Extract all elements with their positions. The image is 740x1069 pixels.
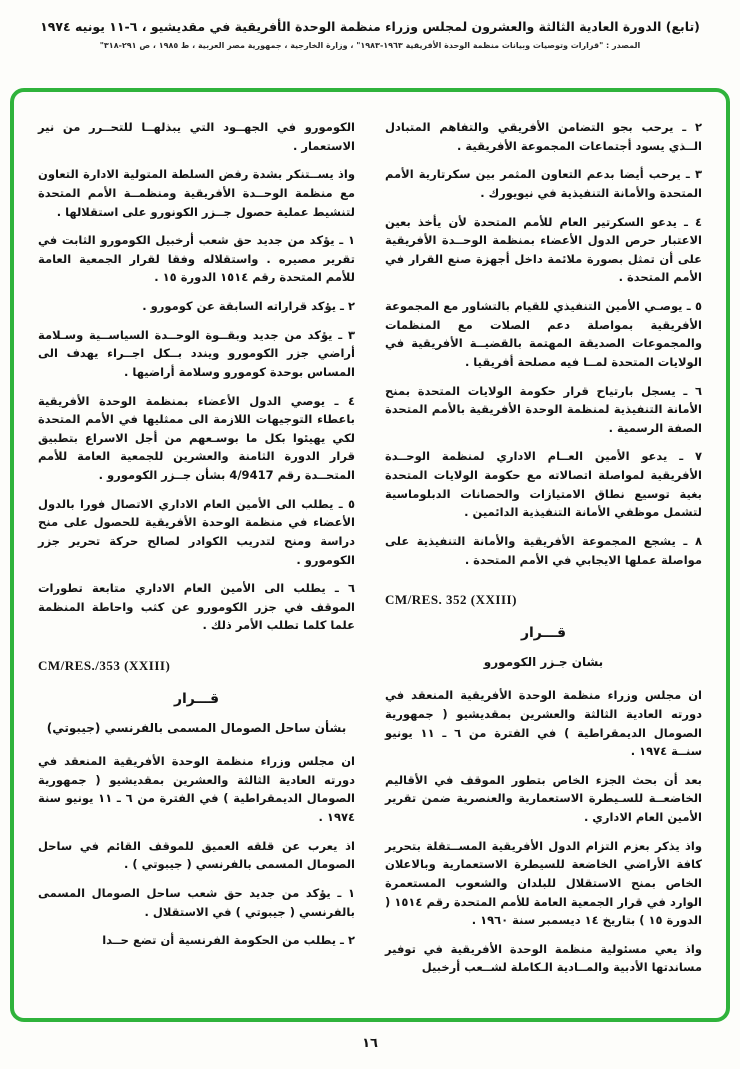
paragraph: واذ يذكر بعزم التزام الدول الأفريقية المســتقلة بتحرير كافة الأراضي الخاضعة للسيطرة الاستعمارية وبالاعلان الخاص بمنح الاستقلال للبلدان والشعوب المستعمرة الوارد في قرار الجمعية العامة للأمم المتحدة رقم ١٥١٤ ( الدورة ١٥ ) بتاريخ ١٤ ديسمبر سنة ١٩٦٠ . bbox=[385, 838, 702, 928]
paragraph: ٤ ـ يدعو السكرتير العام للأمم المتحدة لأن يأخذ بعين الاعتبار حرص الدول الأعضاء بمنظمة الوحــدة الأفريقية على أن تمثل بصورة ملائمة داخل أجهزة صنع القرار في الأمم المتحدة . bbox=[385, 214, 702, 285]
paragraph: اذ يعرب عن قلقه العميق للموقف القائم في ساحل الصومال المسمى بالفرنسي ( جيبوتي ) . bbox=[38, 838, 355, 872]
content-frame bbox=[10, 88, 730, 1022]
paragraph: ٥ ـ يوصـي الأمين التنفيذي للقيام بالتشاور مع المجموعة الأفريقية بمواصلة دعم الصلات مع المنظمات والمجموعات الصديقة المهتمة بالقضيــة الأفريقية في الولايات المتحدة لمــا فيه مصلحة أفريقيا . bbox=[385, 299, 702, 369]
paragraph: الكومورو في الجهــود التي يبذلهــا للتحــرر من نير الاستعمار . bbox=[38, 120, 355, 153]
column-left bbox=[38, 118, 355, 1000]
paragraph: ان مجلس وزراء منظمة الوحدة الأفريقية المنعقد في دورته العادية الثالثة والعشرين بمقديشيو ( جمهورية الصومال الديمقراطية ) في الفترة من ٦ ـ ١١ يونيو سنة ١٩٧٤ . bbox=[38, 754, 355, 825]
paragraph: واذ يســتنكر بشدة رفض السلطة المتولية الادارة التعاون مع منظمة الوحــدة الأفريقية ومنظمــة الأمم المتحدة لتنشيط عملية حصول جــزر الكونورو على استقلالها . bbox=[38, 167, 355, 219]
paragraph: ٢ ـ يطلب من الحكومة الفرنسية أن تضع حــدا bbox=[102, 933, 355, 948]
document-title: (تابع) الدورة العادية الثالثة والعشرون لمجلس وزراء منظمة الوحدة الأفريقية في مقديشيو ، ٦-١١ يونيه ١٩٧٤ bbox=[40, 19, 700, 34]
paragraph: ١ ـ يؤكد من جديد حق شعب ساحل الصومال المسمى بالفرنسي ( جيبوتي ) في الاستقلال . bbox=[38, 885, 355, 919]
paragraph: ان مجلس وزراء منظمة الوحدة الأفريقية المنعقد في دورته العادية الثالثة والعشرين بمقديشيو ( جمهورية الصومال الديمقراطية ) في الفترة من ٦ ـ ١١ يونيو سنــة ١٩٧٤ . bbox=[385, 688, 702, 759]
paragraph: ٢ ـ يؤكد قراراته السابقة عن كومورو . bbox=[142, 299, 355, 313]
paragraph: ٣ ـ يرحب أيضا بدعم التعاون المثمر بين سكرتارية الأمم المتحدة والأمانة التنفيذية في نيويورك . bbox=[385, 167, 702, 200]
resolution-title: قـــرار bbox=[520, 625, 567, 642]
paragraph: ٦ ـ يسجل بارتياح قرار حكومة الولايات المتحدة بمنح الأمانة التنفيذية لمنظمة الوحدة الأفريقية بالأمم المتحدة الصفة الرسمية . bbox=[385, 383, 702, 435]
column-right bbox=[385, 118, 702, 1000]
paragraph: واذ يعي مسئولية منظمة الوحدة الأفريقية في توفير مساندتها الأدبية والمــادية الـكاملة لشــعب أرخبيل bbox=[385, 941, 702, 975]
document-source-line: المصدر : "قرارات وتوصيات وبيانات منظمة الوحدة الأفريقية ١٩٦٣-١٩٨٣" ، وزارة الخارجية ، جمهورية مصر العربية ، ط ١٩٨٥ ، ص ٢٩١-٣١٨" bbox=[99, 41, 641, 51]
paragraph: ٧ ـ يدعو الأمين العــام الاداري لمنظمة الوحــدة الأفريقية لمواصلة اتصالاته مع حكومة الولايات المتحدة بغية توسيع نطاق الامتيازات والحصانات الدبلوماسية لتشمل موظفي الأمانة التنفيذية الدائمين . bbox=[385, 449, 702, 520]
resolution-ref: CM/RES./353 (XXIII) bbox=[38, 658, 171, 673]
paragraph: ٦ ـ يطلب الى الأمين العام الاداري متابعة تطورات الموقف في جزر الكومورو عن كثب واحاطة المنظمة علما كلما تطلب الأمر ذلك . bbox=[38, 581, 355, 633]
document-header bbox=[0, 0, 740, 50]
paragraph: بعد أن بحث الجزء الخاص بتطور الموقف في الأقاليم الخاضعــة للسـيطرة الاستعمارية والعنصرية ضمن تقرير الأمين العام الاداري . bbox=[385, 772, 702, 825]
resolution-subject: بشان جـزر الكومورو bbox=[483, 654, 604, 669]
paragraph: ٨ ـ يشجع المجموعة الأفريقية والأمانة التنفيذية على مواصلة عملها الايجابي في الأمم المتحدة . bbox=[385, 533, 702, 567]
paragraph: ٣ ـ يؤكد من جديد وبقــوة الوحــدة السياســية وسـلامة أراضي جزر الكومورو ويندد بــكل اجــراء يهدف الى المساس بوحدة كومورو وسلامة أراضيها . bbox=[38, 327, 355, 379]
paragraph: ٤ ـ يوصي الدول الأعضاء بمنظمة الوحدة الأفريقية باعطاء التوجيهات اللازمة الى ممثليها في الأمم المتحدة لكي يهيئوا بكل ما بوسـعهم من أجل الاسراع بتطبيق قرار الدورة الثامنة والعشرين للجمعية العامة للأمم المتحــدة رقم 4/9417 بشأن جــزر الكومورو . bbox=[38, 393, 355, 482]
resolution-title: قـــرار bbox=[173, 691, 220, 708]
resolution-ref: CM/RES. 352 (XXIII) bbox=[385, 592, 517, 608]
paragraph: ١ ـ يؤكد من جديد حق شعب أرخبيل الكومورو الثابت في تقرير مصيره . واستقلاله وفقا لقرار الجمعية العامة للأمم المتحدة رقم ١٥١٤ الدورة ١٥ . bbox=[38, 233, 355, 285]
page-number: ١٦ bbox=[362, 1036, 378, 1051]
resolution-subject: بشأن ساحل الصومال المسمى بالفرنسي (جيبوتي) bbox=[46, 720, 347, 735]
paragraph: ٥ ـ يطلب الى الأمين العام الاداري الاتصال فورا بالدول الأعضاء في منظمة الوحدة الأفريقية للحصول على منح دراسة ومنح لتدريب الكوادر لصالح حركة تحرير جزر الكومورو . bbox=[38, 496, 355, 567]
paragraph: ٢ ـ يرحب بجو التضامن الأفريقي والتفاهم المتبادل الــذي يسود أجتماعات المجموعة الأفريقية . bbox=[385, 120, 702, 153]
